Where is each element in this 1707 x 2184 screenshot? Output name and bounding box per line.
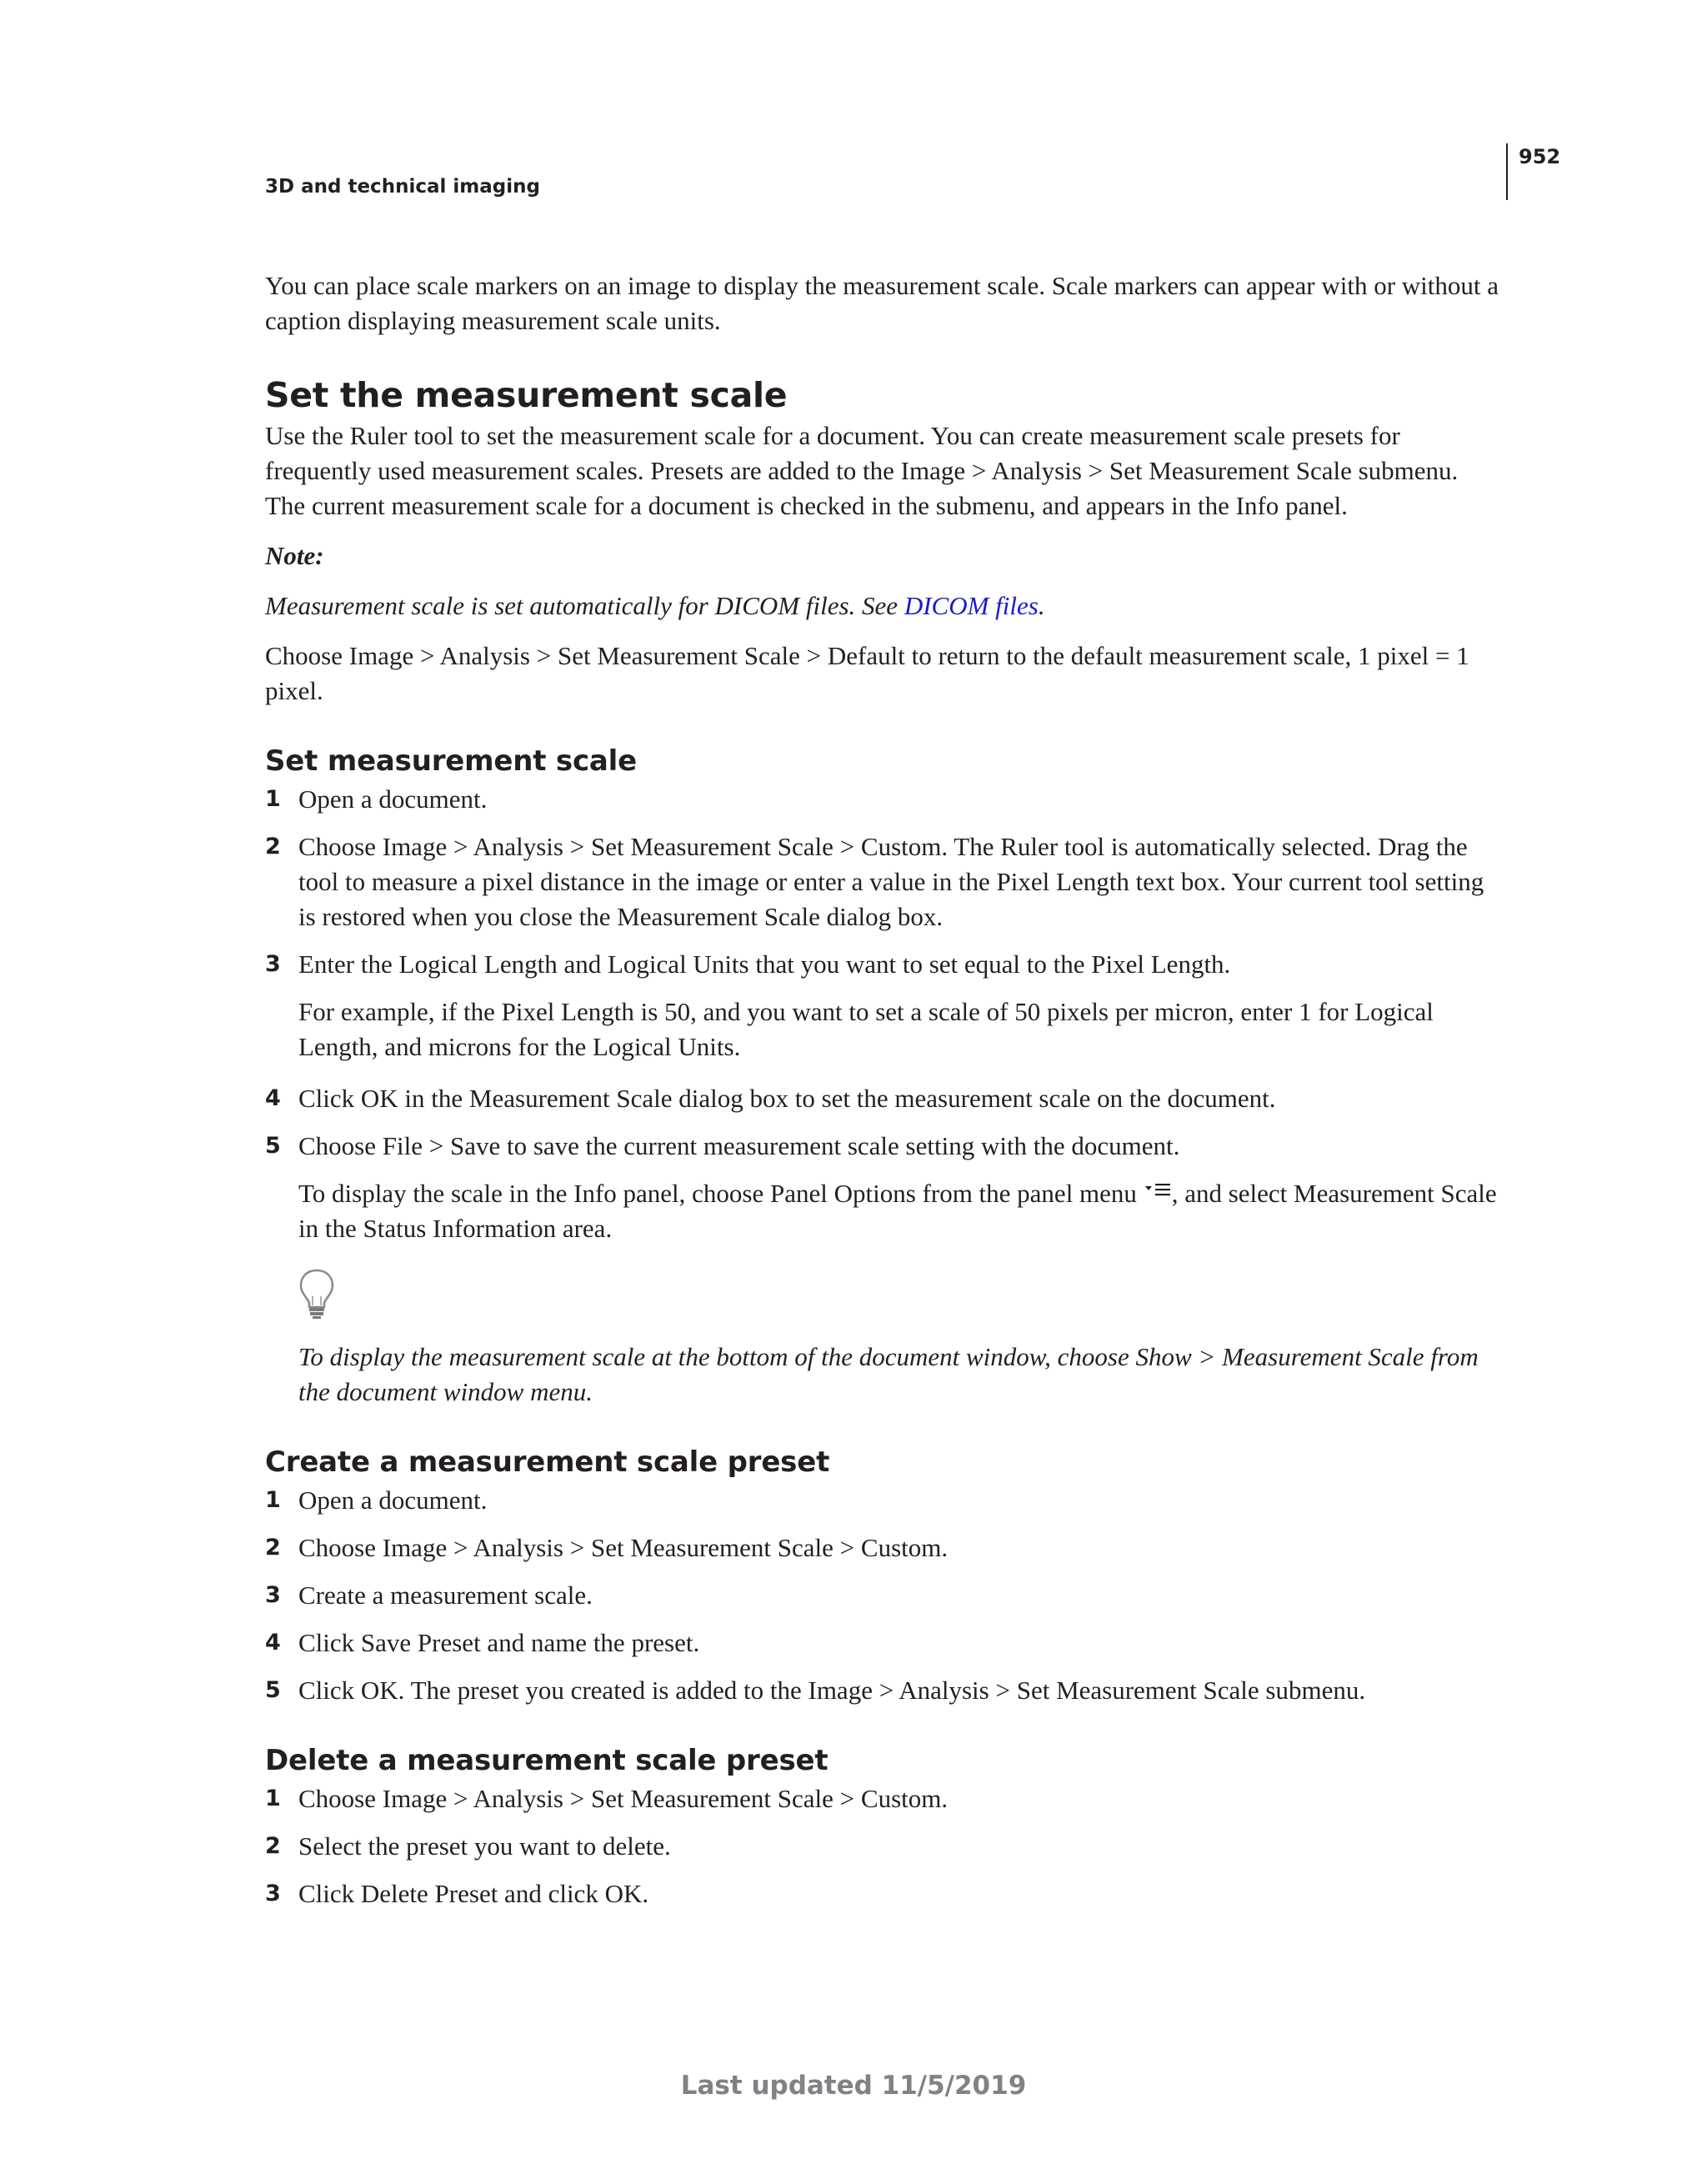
running-head: 3D and technical imaging <box>265 176 540 198</box>
list-item <box>265 947 1500 1064</box>
step-text: Open a document. <box>298 784 488 814</box>
step-number: 2 <box>265 834 281 859</box>
step-number: 5 <box>265 1677 281 1703</box>
step-number: 3 <box>265 951 281 977</box>
footer-last-updated: Last updated 11/5/2019 <box>680 2071 1027 2101</box>
dicom-files-link[interactable]: DICOM files <box>904 591 1039 620</box>
step-text: Create a measurement scale. <box>298 1580 593 1610</box>
step-number: 4 <box>265 1630 281 1656</box>
steps-set-scale <box>265 782 1500 1410</box>
step-extra-after: , and select Measurement Scale in the Status Information area. <box>298 1179 1497 1243</box>
heading-set-measurement-scale: Set the measurement scale <box>265 375 788 415</box>
list-item <box>265 1129 1500 1410</box>
heading-procedure-delete: Delete a measurement scale preset <box>265 1744 828 1777</box>
step-number: 5 <box>265 1133 281 1159</box>
note-end: . <box>1038 591 1045 620</box>
step-text: Choose File > Save to save the current measurement scale setting with the document. <box>298 1131 1180 1160</box>
step-text: Enter the Logical Length and Logical Units that you want to set equal to the Pixel Length. <box>298 949 1231 979</box>
step-text: Click OK in the Measurement Scale dialog box to set the measurement scale on the document. <box>298 1084 1276 1113</box>
list-item <box>265 1081 1500 1116</box>
list-item <box>265 1530 1500 1565</box>
steps-delete-preset <box>265 1781 1500 1911</box>
note-label-text: Note: <box>265 541 324 570</box>
note-text: Measurement scale is set automatically for DICOM files. See <box>265 591 904 620</box>
page-number: 952 <box>1519 145 1561 168</box>
step-number: 4 <box>265 1085 281 1111</box>
step-text: Choose Image > Analysis > Set Measurement Scale > Custom. The Ruler tool is automatically selected. Drag the tool to measure a pixel distance in the image or enter a value in the Pixel Length text box. Your current tool setting is restored when you close the Measurement Scale dialog box. <box>298 832 1484 931</box>
step-number: 3 <box>265 1881 281 1906</box>
step-number: 1 <box>265 786 281 812</box>
note-paragraph <box>265 589 1500 624</box>
lightbulb-icon <box>298 1268 335 1320</box>
step-text: Choose Image > Analysis > Set Measurement Scale > Custom. <box>298 1784 949 1813</box>
step-text: Click Delete Preset and click OK. <box>298 1879 649 1908</box>
step-text: Click Save Preset and name the preset. <box>298 1628 700 1657</box>
step-text: Select the preset you want to delete. <box>298 1831 671 1861</box>
list-item <box>265 782 1500 817</box>
step-number: 1 <box>265 1487 281 1513</box>
set-scale-body: Use the Ruler tool to set the measurement scale for a document. You can create measurement scale presets for frequently used measurement scales. Presets are added to the Image > Analysis > Set Measurement Scale submenu. The current measurement scale for a document is checked in the submenu, and appears in the Info panel. <box>265 421 1459 520</box>
intro-paragraph: You can place scale markers on an image to display the measurement scale. Scale markers can appear with or without a caption displaying measurement scale units. <box>265 271 1499 335</box>
step-text: Choose Image > Analysis > Set Measurement Scale > Custom. <box>298 1533 949 1562</box>
steps-create-preset <box>265 1483 1500 1708</box>
list-item <box>265 829 1500 934</box>
heading-procedure-create: Create a measurement scale preset <box>265 1445 830 1479</box>
step-number: 3 <box>265 1582 281 1608</box>
tip-text: To display the measurement scale at the bottom of the document window, choose Show > Measurement Scale from the document window menu. <box>298 1342 1479 1406</box>
panel-menu-icon <box>1144 1180 1172 1204</box>
list-item <box>265 1673 1500 1708</box>
list-item <box>265 1829 1500 1864</box>
note-label <box>265 538 1500 574</box>
list-item <box>265 1876 1500 1911</box>
step-extra-before: To display the scale in the Info panel, choose Panel Options from the panel menu <box>298 1179 1144 1208</box>
list-item <box>265 1483 1500 1518</box>
default-scale-paragraph: Choose Image > Analysis > Set Measurement Scale > Default to return to the default measurement scale, 1 pixel = 1 pixel. <box>265 641 1469 705</box>
list-item <box>265 1625 1500 1661</box>
step-number: 1 <box>265 1786 281 1811</box>
list-item <box>265 1781 1500 1816</box>
step-extra: For example, if the Pixel Length is 50, and you want to set a scale of 50 pixels per micron, enter 1 for Logical Length, and microns for the Logical Units. <box>298 997 1434 1061</box>
step-number: 2 <box>265 1535 281 1560</box>
step-extra <box>298 1176 1500 1246</box>
step-text: Open a document. <box>298 1485 488 1515</box>
heading-procedure-set: Set measurement scale <box>265 744 637 778</box>
header-rule <box>1506 143 1508 200</box>
step-number: 2 <box>265 1833 281 1859</box>
list-item <box>265 1578 1500 1613</box>
step-text: Click OK. The preset you created is added to the Image > Analysis > Set Measurement Scale submenu. <box>298 1676 1366 1705</box>
main-content <box>265 268 1500 1911</box>
